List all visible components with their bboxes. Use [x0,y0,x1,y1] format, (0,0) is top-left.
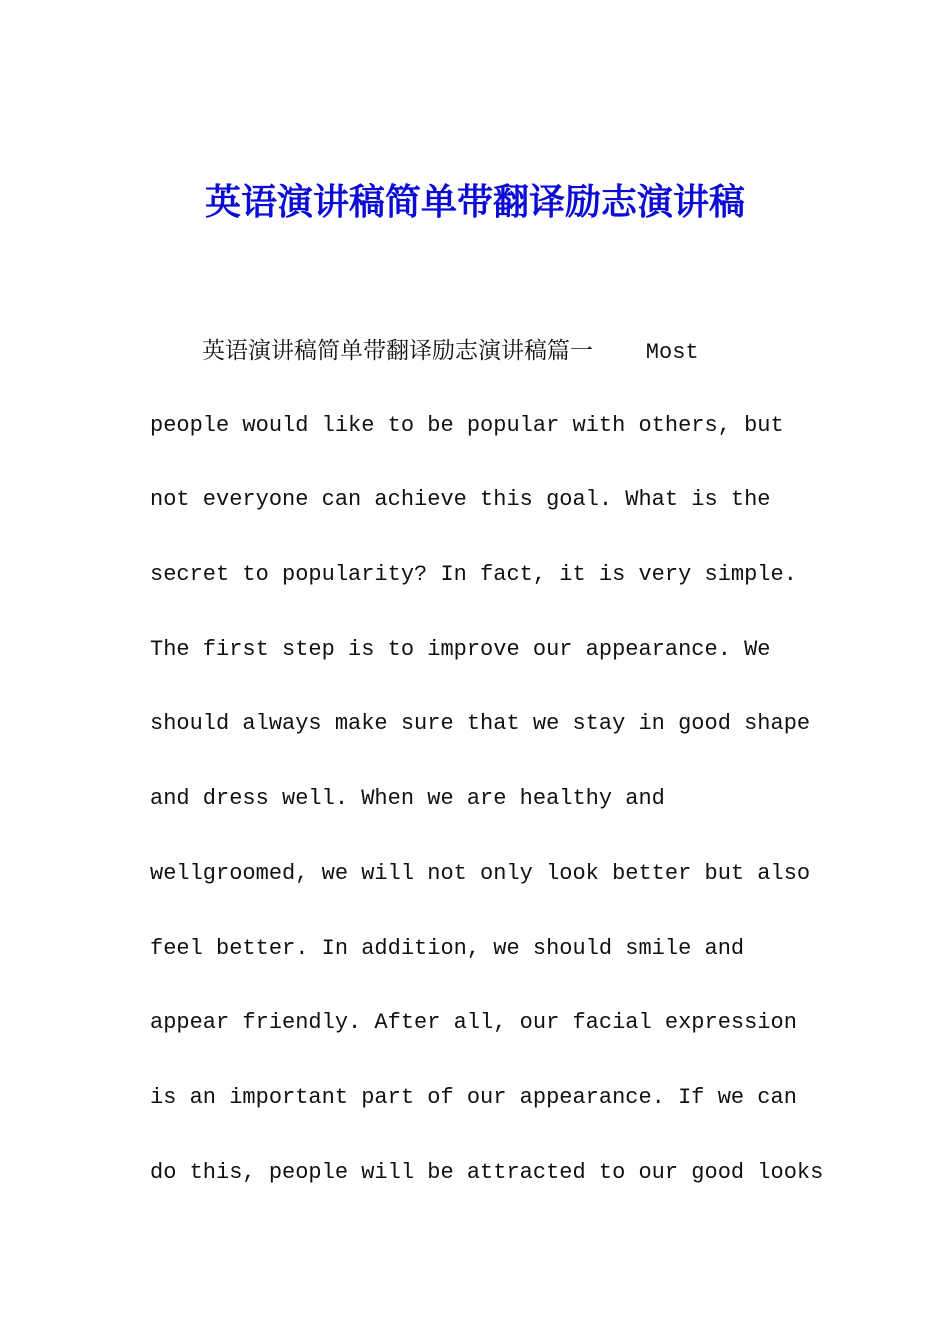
paragraph-line: secret to popularity? In fact, it is very simple. [150,562,797,588]
body-paragraph [150,320,824,1216]
section-heading: 英语演讲稿简单带翻译励志演讲稿篇一 [202,338,593,364]
paragraph-line: is an important part of our appearance. If we can [150,1084,797,1110]
paragraph-line-1 [150,320,810,395]
document-title: 英语演讲稿简单带翻译励志演讲稿 [204,181,745,223]
paragraph-line: wellgroomed, we will not only look better but also [150,860,811,886]
first-line-tail: Most [593,340,699,365]
paragraph-line: not everyone can achieve this goal. What is the [150,487,771,513]
paragraph-line: people would like to be popular with others, but [150,412,784,438]
paragraph-line: should always make sure that we stay in good shape [150,711,811,737]
paragraph-line: appear friendly. After all, our facial expression [150,1010,797,1036]
paragraph-line: feel better. In addition, we should smile and [150,935,745,961]
paragraph-line: do this, people will be attracted to our good looks [150,1159,824,1185]
paragraph-line: and dress well. When we are healthy and [150,786,665,812]
paragraph-line: The first step is to improve our appearance. We [150,636,771,662]
